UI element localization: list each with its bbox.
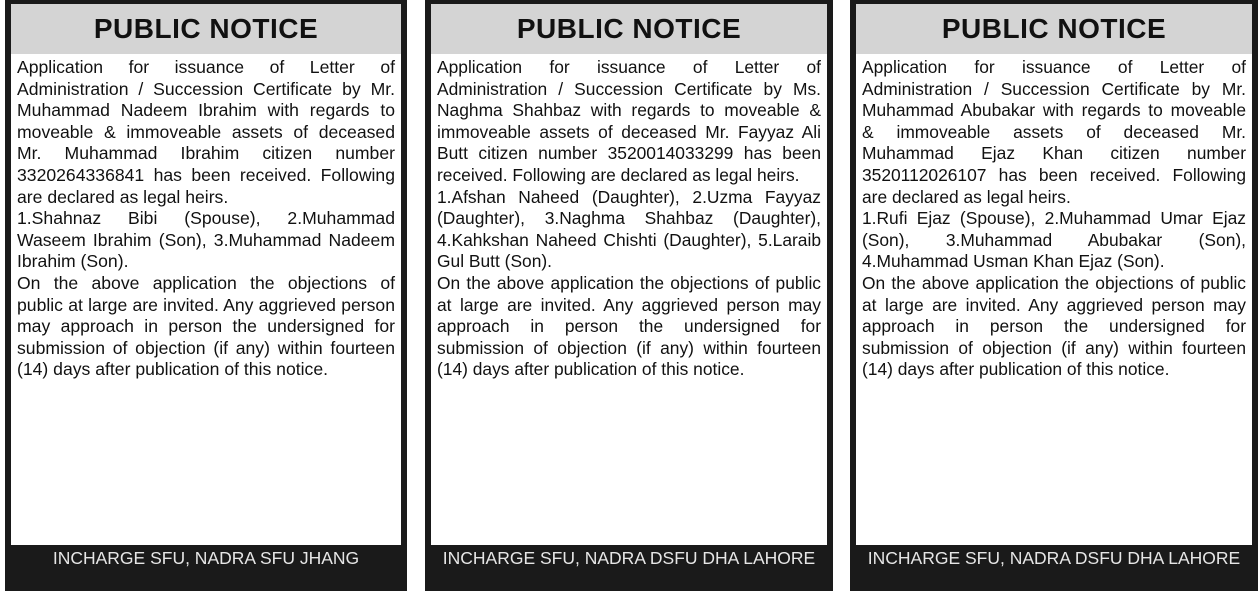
notice-body	[856, 54, 1252, 545]
public-notice-3	[850, 0, 1258, 591]
notice-title: PUBLIC NOTICE	[941, 13, 1167, 44]
notice-header	[11, 4, 401, 54]
notice-heirs: 1.Rufi Ejaz (Spouse), 2.Muhammad Umar Ejaz (Son), 3.Muhammad Abubakar (Son), 4.Muhammad Usman Khan Ejaz (Son).	[862, 208, 1246, 272]
notice-closing: On the above application the objections of public at large are invited. Any aggrieved person may approach in person the undersigned for submission of objection (if any) within fourteen (14) days after publication of this notice.	[17, 272, 395, 380]
notice-footer: INCHARGE SFU, NADRA SFU JHANG	[52, 548, 360, 568]
notice-header	[856, 4, 1252, 54]
notice-footer: INCHARGE SFU, NADRA DSFU DHA LAHORE	[442, 548, 816, 568]
notice-intro: Application for issuance of Letter of Administration / Succession Certificate by Mr. Muhammad Abubakar with regards to moveable & immoveable assets of deceased Mr. Muhammad Ejaz Khan citizen number 3520112026107 has been received. Following are declared as legal heirs.	[862, 57, 1246, 207]
public-notice-2	[425, 0, 833, 591]
notice-intro: Application for issuance of Letter of Administration / Succession Certificate by Ms. Naghma Shahbaz with regards to moveable & immoveable assets of deceased Mr. Fayyaz Ali Butt citizen number 3520014033299 has been received. Following are declared as legal heirs.	[437, 57, 821, 185]
notice-title: PUBLIC NOTICE	[516, 13, 742, 44]
notice-heirs: 1.Shahnaz Bibi (Spouse), 2.Muhammad Waseem Ibrahim (Son), 3.Muhammad Nadeem Ibrahim (Son).	[17, 208, 395, 272]
notice-closing: On the above application the objections of public at large are invited. Any aggrieved person may approach in person the undersigned for submission of objection (if any) within fourteen (14) days after publication of this notice.	[862, 272, 1246, 380]
notice-heirs: 1.Afshan Naheed (Daughter), 2.Uzma Fayyaz (Daughter), 3.Naghma Shahbaz (Daughter), 4.Kahkshan Naheed Chishti (Daughter), 5.Laraib Gul Butt (Son).	[437, 186, 821, 272]
notice-title: PUBLIC NOTICE	[93, 13, 319, 44]
notice-intro: Application for issuance of Letter of Administration / Succession Certificate by Mr. Muhammad Nadeem Ibrahim with regards to moveable & immoveable assets of deceased Mr. Muhammad Ibrahim citizen number 3320264336841 has been received. Following are declared as legal heirs.	[17, 57, 395, 207]
notice-closing: On the above application the objections of public at large are invited. Any aggrieved person may approach in person the undersigned for submission of objection (if any) within fourteen (14) days after publication of this notice.	[437, 272, 821, 380]
public-notice-1	[5, 0, 407, 591]
notice-body	[431, 54, 827, 545]
notice-body	[11, 54, 401, 545]
notice-header	[431, 4, 827, 54]
notice-footer: INCHARGE SFU, NADRA DSFU DHA LAHORE	[867, 548, 1241, 568]
